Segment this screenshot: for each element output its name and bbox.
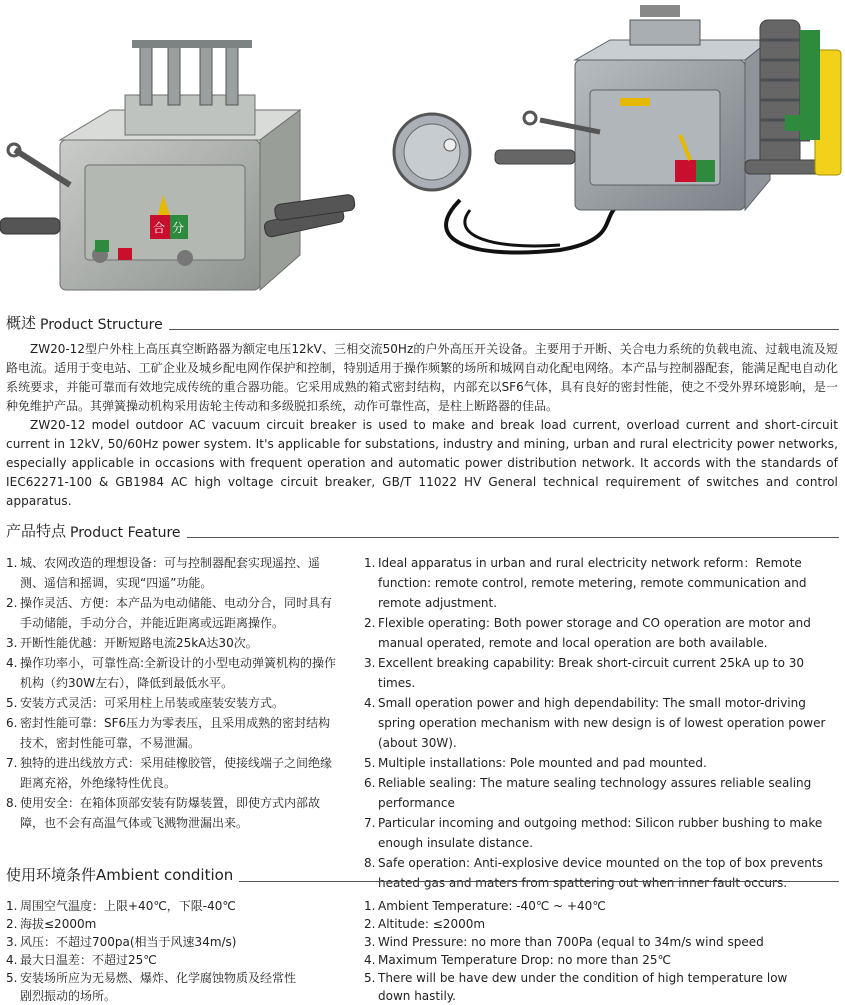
item-text: 安装方式灵活：可采用柱上吊装或座装安装方式。 xyxy=(20,696,285,710)
item-number: 3. xyxy=(364,656,376,670)
features-title-cn: 产品特点 xyxy=(6,522,67,540)
product-photos xyxy=(0,0,845,305)
item-text: There will be have dew under the condition of high temperature low down hastily. xyxy=(378,971,788,1003)
item-text: 密封性能可靠：SF6压力为零表压，且采用成熟的密封结构技术，密封性能可靠，不易泄漏。 xyxy=(20,716,331,750)
overview-text xyxy=(6,340,838,511)
list-item xyxy=(6,915,306,933)
item-text: 安装场所应为无易燃、爆炸、化学腐蚀物质及经常性剧烈振动的场所。 xyxy=(20,971,297,1003)
item-text: 周围空气温度：上限+40℃，下限-40℃ xyxy=(20,899,236,913)
list-item xyxy=(364,915,804,933)
list-item xyxy=(364,773,838,813)
item-number: 4. xyxy=(364,953,376,967)
list-item xyxy=(6,793,341,833)
list-item xyxy=(6,933,306,951)
item-number: 2. xyxy=(6,917,18,931)
list-item xyxy=(6,693,341,713)
item-number: 7. xyxy=(364,816,376,830)
list-item xyxy=(364,553,838,613)
item-number: 1. xyxy=(6,556,18,570)
list-item xyxy=(6,653,341,693)
item-number: 5. xyxy=(6,696,18,710)
list-item xyxy=(6,713,341,753)
item-number: 5. xyxy=(6,971,18,985)
list-item xyxy=(364,753,838,773)
item-number: 6. xyxy=(364,776,376,790)
list-item xyxy=(364,933,804,951)
list-item xyxy=(364,693,838,753)
list-item xyxy=(6,553,341,593)
features-title-en: Product Feature xyxy=(70,525,181,541)
item-number: 1. xyxy=(364,899,376,913)
section-divider xyxy=(187,537,839,538)
item-number: 3. xyxy=(6,636,18,650)
item-number: 1. xyxy=(364,556,376,570)
item-text: Wind Pressure: no more than 700Pa (equal to 34m/s wind speed xyxy=(378,935,764,949)
section-heading-features xyxy=(6,520,839,541)
item-text: 开断性能优越：开断短路电流25kA达30次。 xyxy=(20,636,258,650)
item-number: 8. xyxy=(364,856,376,870)
list-item xyxy=(6,951,306,969)
close-label: 合 xyxy=(153,221,166,235)
item-text: Ideal apparatus in urban and rural electricity network reform：Remote function: remote control, remote metering, remote communication and remote adjustment. xyxy=(378,556,807,610)
overview-paragraph-cn: ZW20-12型户外柱上高压真空断路器为额定电压12kV、三相交流50Hz的户外高压开关设备。主要用于开断、关合电力系统的负载电流、过载电流及短路电流。适用于变电站、工矿企业及城乡配电网作保护和控制，特别适用于操作频繁的场所和城网自动化配电网络。本产品与控制器配套，能满足配电自动化系统要求，并能可靠而有效地完成传统的重合器功能。它采用成熟的箱式密封结构，内部充以SF6气体，具有良好的密封性能，使之不受外界环境影响，是一种免维护产品。其弹簧操动机构采用齿轮主传动和多级脱扣系统，动作可靠性高，是柱上断路器的佳品。 xyxy=(6,342,838,413)
item-text: Particular incoming and outgoing method: Silicon rubber bushing to make enough insulate distance. xyxy=(378,816,823,850)
list-item xyxy=(364,813,838,853)
item-number: 3. xyxy=(364,935,376,949)
item-text: Flexible operating: Both power storage and CO operation are motor and manual operated, remote and local operation are both available. xyxy=(378,616,811,650)
item-text: Multiple installations: Pole mounted and pad mounted. xyxy=(378,756,707,770)
list-item xyxy=(6,633,341,653)
item-text: 独特的进出线放方式：采用硅橡胶管，使接线端子之间绝缘距离充裕，外绝缘特性优良。 xyxy=(20,756,333,790)
item-number: 2. xyxy=(364,616,376,630)
features-list-en xyxy=(364,553,838,893)
item-text: Altitude: ≤2000m xyxy=(378,917,486,931)
item-text: 城、农网改造的理想设备：可与控制器配套实现遥控、遥测、遥信和摇调，实现“四遥”功能。 xyxy=(20,556,321,590)
list-item xyxy=(364,653,838,693)
ambient-list-en xyxy=(364,897,804,1005)
list-item xyxy=(364,969,804,1005)
list-item xyxy=(6,897,306,915)
open-label: 分 xyxy=(172,221,185,235)
item-text: 海拔≤2000m xyxy=(20,917,97,931)
section-heading-ambient xyxy=(6,864,839,885)
list-item xyxy=(6,753,341,793)
features-list-cn xyxy=(6,553,341,833)
list-item xyxy=(364,897,804,915)
list-item xyxy=(6,969,306,1005)
item-text: 操作灵活、方便：本产品为电动储能、电动分合，同时具有手动储能，手动分合，并能近距离或远距离操作。 xyxy=(20,596,333,630)
section-divider xyxy=(169,329,839,330)
item-number: 3. xyxy=(6,935,18,949)
item-text: 风压：不超过700pa(相当于风速34m/s) xyxy=(20,935,237,949)
item-text: Small operation power and high dependability: The small motor-driving spring operation mechanism with new design is of lowest operation power (about 30W). xyxy=(378,696,826,750)
list-item xyxy=(364,613,838,653)
item-text: Maximum Temperature Drop: no more than 25℃ xyxy=(378,953,671,967)
list-item xyxy=(6,593,341,633)
item-text: Safe operation: Anti-explosive device mounted on the top of box prevents heated gas and maters from spattering out when inner fault occurs. xyxy=(378,856,823,890)
circuit-breaker-photo-left xyxy=(0,40,355,290)
item-number: 7. xyxy=(6,756,18,770)
overview-title-en: Product Structure xyxy=(40,317,163,333)
item-number: 4. xyxy=(6,953,18,967)
item-text: Ambient Temperature: -40℃ ~ +40℃ xyxy=(378,899,606,913)
section-heading-overview xyxy=(6,312,839,333)
item-number: 2. xyxy=(364,917,376,931)
item-number: 4. xyxy=(364,696,376,710)
item-number: 5. xyxy=(364,971,376,985)
circuit-breaker-photo-right xyxy=(394,5,841,253)
section-divider xyxy=(239,881,839,882)
item-text: 操作功率小，可靠性高:全新设计的小型电动弹簧机构的操作机构（约30W左右），降低到最低水平。 xyxy=(20,656,337,690)
item-text: 最大日温差：不超过25℃ xyxy=(20,953,157,967)
item-text: 使用安全：在箱体顶部安装有防爆装置，即使方式内部故障，也不会有高温气体或飞溅物泄漏出来。 xyxy=(20,796,321,830)
ambient-title: 使用环境条件Ambient condition xyxy=(6,866,234,884)
item-number: 2. xyxy=(6,596,18,610)
item-number: 8. xyxy=(6,796,18,810)
item-number: 1. xyxy=(6,899,18,913)
item-number: 6. xyxy=(6,716,18,730)
overview-title-cn: 概述 xyxy=(6,314,37,332)
item-number: 5. xyxy=(364,756,376,770)
item-text: Reliable sealing: The mature sealing technology assures reliable sealing performance xyxy=(378,776,812,810)
ambient-list-cn xyxy=(6,897,306,1005)
item-number: 4. xyxy=(6,656,18,670)
item-text: Excellent breaking capability: Break short-circuit current 25kA up to 30 times. xyxy=(378,656,805,690)
list-item xyxy=(364,951,804,969)
overview-paragraph-en: ZW20-12 model outdoor AC vacuum circuit breaker is used to make and break load current, overload current and short-circuit current in 12kV, 50/60Hz power system. It's applicable for substations, industry and mining, urban and rural electricity power networks, especially applicable in occasions with frequent operation and automatic power distribution network. It accords with the standards of IEC62271-100 & GB1984 AC high voltage circuit breaker, GB/T 11022 HV General technical requirement of switches and control apparatus. xyxy=(6,418,838,508)
